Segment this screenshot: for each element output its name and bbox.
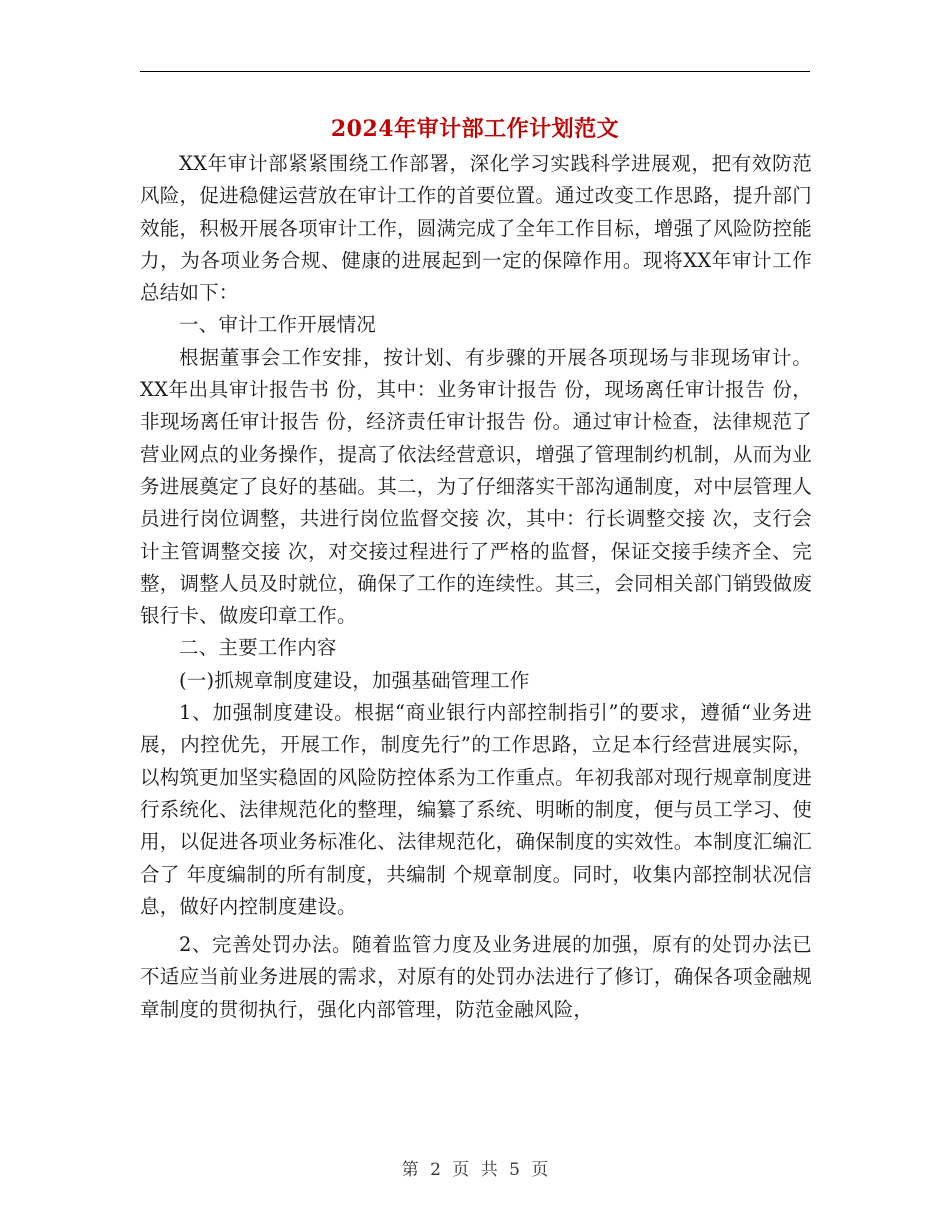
document-body — [140, 148, 812, 1026]
section-heading-main-work: 二、主要工作内容 — [179, 636, 337, 660]
header-rule — [140, 71, 810, 72]
paragraph-intro: XX年审计部紧紧围绕工作部署，深化学习实践科学进展观，把有效防范风险，促进稳健运营放在审计工作的首要位置。通过改变工作思路，提升部门效能，积极开展各项审计工作，圆满完成了全年工作目标，增强了风险防控能力，为各项业务合规、健康的进展起到一定的保障作用。现将XX年审计工作总结如下： — [140, 152, 812, 305]
section-heading-audit-status: 一、审计工作开展情况 — [179, 313, 377, 337]
page-number: 第 2 页 共 5 页 — [401, 1160, 549, 1180]
paragraph-penalty-measures: 2、完善处罚办法。随着监管力度及业务进展的加强，原有的处罚办法已不适应当前业务进展的需求，对原有的处罚办法进行了修订，确保各项金融规章制度的贯彻执行，强化内部管理，防范金融风险， — [140, 933, 812, 1021]
paragraph-system-building: 1、加强制度建设。根据“商业银行内部控制指引”的要求，遵循“业务进展，内控优先，开展工作，制度先行”的工作思路，立足本行经营进展实际，以构筑更加坚实稳固的风险防控体系为工作重点。年初我部对现行规章制度进行系统化、法律规范化的整理，编纂了系统、明晰的制度，便与员工学习、使用，以促进各项业务标准化、法律规范化，确保制度的实效性。本制度汇编汇合了 年度编制的所有制度，共编制 个规章制度。同时，收集内部控制状况信息，做好内控制度建设。 — [140, 701, 812, 918]
subsection-heading-regulations: (一)抓规章制度建设，加强基础管理工作 — [179, 668, 530, 692]
document-title: 2024年审计部工作计划范文 — [330, 116, 620, 142]
paragraph-audit-status: 根据董事会工作安排，按计划、有步骤的开展各项现场与非现场审计。XX年出具审计报告书 份，其中：业务审计报告 份，现场离任审计报告 份，非现场离任审计报告 份，经济责任审计报告 份。通过审计检查，法律规范了营业网点的业务操作，提高了依法经营意识，增强了管理制约机制，从而为业务进展奠定了良好的基础。其二，为了仔细落实干部沟通制度，对中层管理人员进行岗位调整，共进行岗位监督交接 次，其中：行长调整交接 次，支行会计主管调整交接 次，对交接过程进行了严格的监督，保证交接手续齐全、完整，调整人员及时就位，确保了工作的连续性。其三，会同相关部门销毁做废银行卡、做废印章工作。 — [140, 345, 812, 628]
